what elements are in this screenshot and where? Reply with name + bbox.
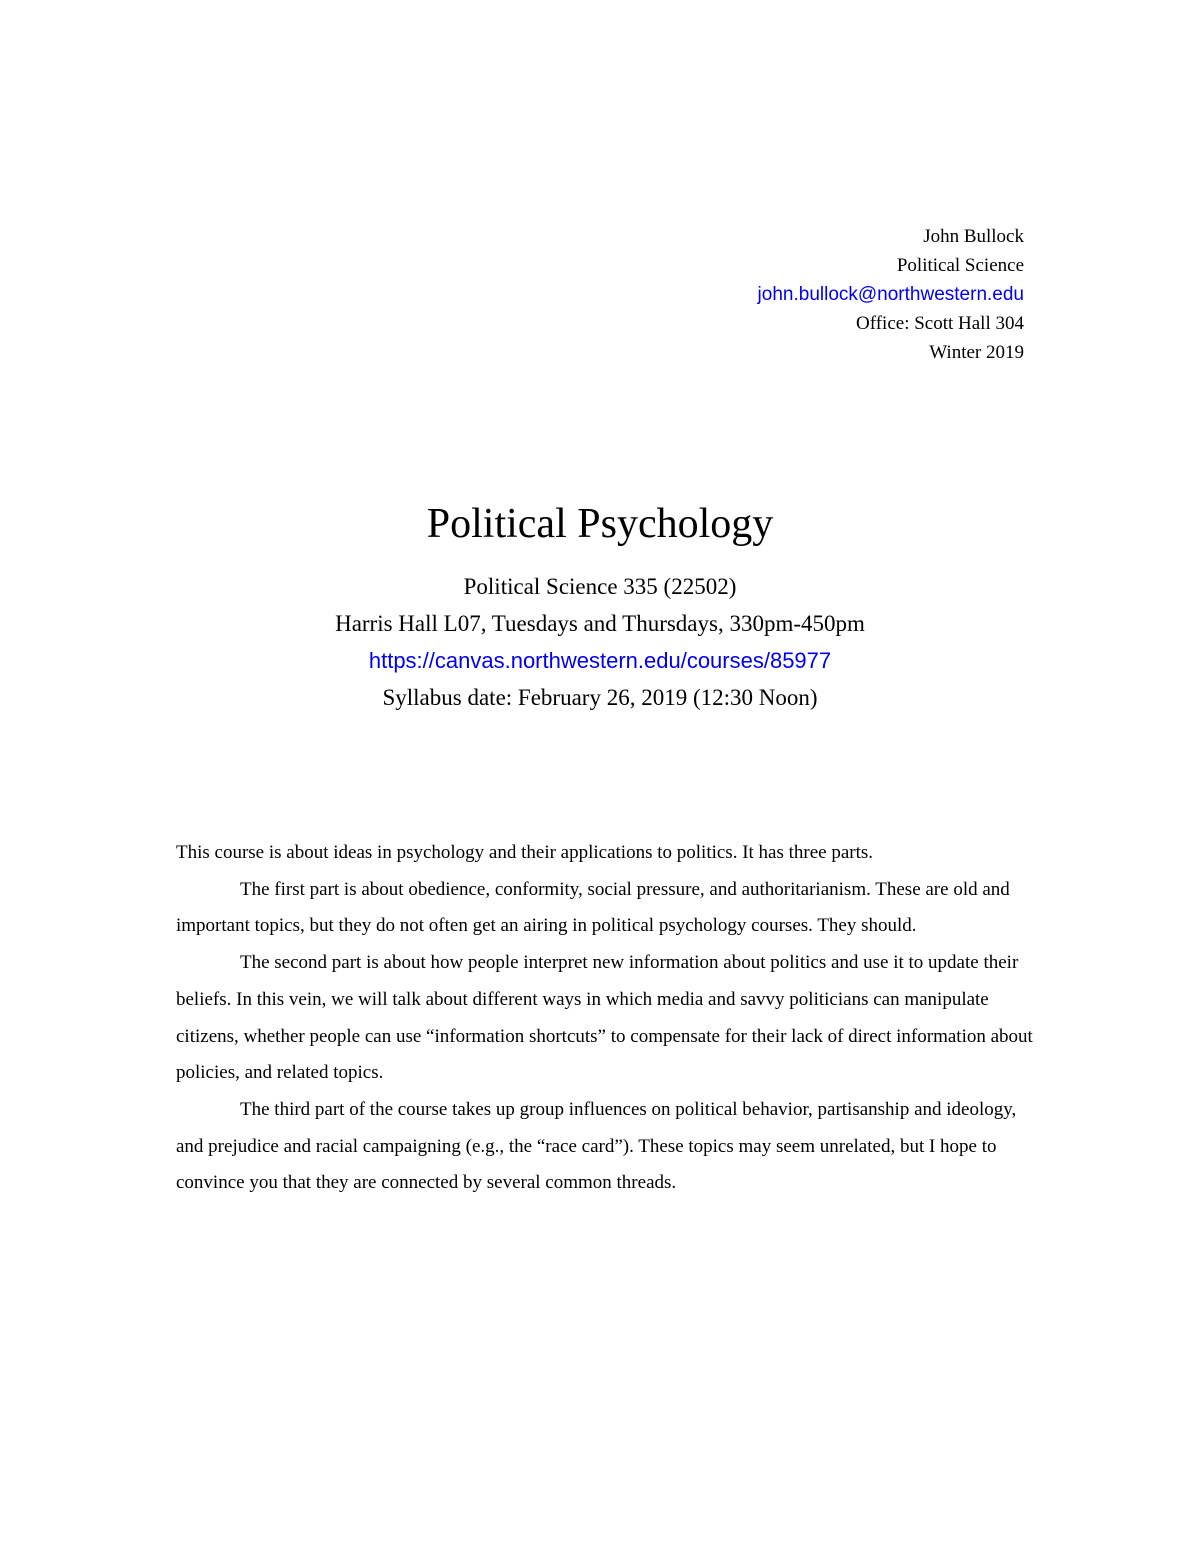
syllabus-date: Syllabus date: February 26, 2019 (12:30 Noon) bbox=[382, 685, 818, 710]
author-department: Political Science bbox=[896, 255, 1024, 276]
author-term: Winter 2019 bbox=[929, 342, 1024, 363]
course-url-line bbox=[0, 642, 1200, 679]
course-header bbox=[0, 496, 1200, 716]
paragraph-part-one: The first part is about obedience, conformity, social pressure, and authoritarianism. These are old and important topics, but they do not often get an airing in political psychology courses. They should. bbox=[176, 878, 1010, 937]
author-name: John Bullock bbox=[923, 226, 1024, 247]
author-email-link[interactable]: john.bullock@northwestern.edu bbox=[757, 284, 1024, 305]
paragraph-intro: This course is about ideas in psychology and their applications to politics. It has three parts. bbox=[176, 842, 874, 863]
author-office: Office: Scott Hall 304 bbox=[856, 313, 1024, 334]
course-number: Political Science 335 (22502) bbox=[463, 574, 737, 599]
course-description bbox=[176, 835, 1036, 1202]
course-location-time: Harris Hall L07, Tuesdays and Thursdays, 330pm-450pm bbox=[335, 611, 865, 636]
course-url-link[interactable]: https://canvas.northwestern.edu/courses/85977 bbox=[368, 648, 832, 673]
paragraph-part-two: The second part is about how people interpret new information about politics and use it to update their beliefs. In this vein, we will talk about different ways in which media and savvy politicians can manipulate citizens, whether people can use “information shortcuts” to compensate for their lack of direct information about policies, and related topics. bbox=[176, 952, 1033, 1084]
author-email-line bbox=[758, 280, 1024, 309]
course-title: Political Psychology bbox=[426, 501, 774, 547]
paragraph-part-three: The third part of the course takes up group influences on political behavior, partisanship and ideology, and prejudice and racial campaigning (e.g., the “race card”). These topics may seem unrelated, but I hope to convince you that they are connected by several common threads. bbox=[176, 1098, 1017, 1194]
author-info bbox=[758, 222, 1024, 367]
